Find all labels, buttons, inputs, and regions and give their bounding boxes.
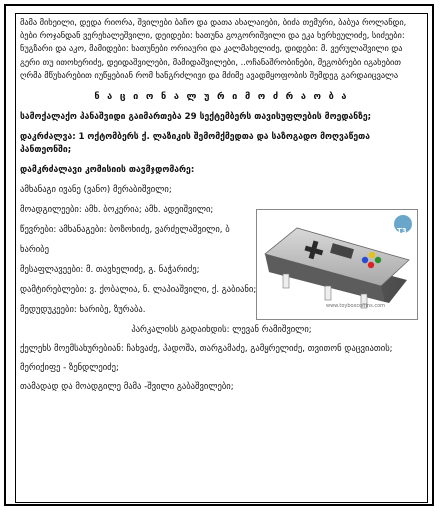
committee-label: დამკრძალავი კომისიის თავმჯდომარე: xyxy=(20,165,195,176)
mairipe-line: მერიქიფე - ზენდლეიძე; xyxy=(20,363,119,374)
burial-text: 1 ოქტომბერს ქ. ლაზიკის შემომქმედთა და საზოგადო მოღვაწეთა პანთეონში; xyxy=(20,132,371,156)
burial-label: დაკრძალვა: xyxy=(20,132,76,143)
last-line: თამადად და მოადგილე მამა -შვილი გაბაშვილები; xyxy=(20,382,234,393)
image-watermark: www.toyboxcoffins.com xyxy=(326,303,386,309)
committee-item: წევრები: ამხანაგები: ბოზოხიძე, ვარძელაშვილი, ბ xyxy=(20,225,230,236)
committee-item: ხარიბე xyxy=(20,245,49,256)
funeral-line: სამოქალაქო პანაშვიდი გაიმართება 29 სექტემბერს თავისუფლების მოედანზე; xyxy=(20,112,372,123)
intro-paragraph: მამა მიხეილი, დედა რიორა, შვილები ბაჩო და დათა ახალაიები, ბიძა თემური, ბაბუა როლანდი, ბები როჯანდან ვერეხალეშვილი, დეიდები: ხათუნა გოგორიშვილი და ეკა ხერხეულიძე, სიძეები: ნუგზარი და აკო, მამიდები: ხათუნები ორიაური და კალმახელიძე, დიდები: მ. ვერულაშვილი და გერი თუ ითოხერიძე, დეიდაშვილები, მამიდაშვილები, ..ოჩანაშრობინები, მეგობრები იგახებით ღრმა მწუხარებით იუწყებიან რომ ხანგრძლივი და მძიმე ავადმყოფობის შემდეგ გარდაიცვალა xyxy=(20,17,407,80)
t3-badge: T3 xyxy=(397,227,407,235)
movement-title: ნ ა ც ი ო ნ ა ლ უ რ ი მ ო ძ რ ა ო ბ ა xyxy=(94,91,349,103)
committee-item: მედუდუკეები: ხარიბე, ზურაბა. xyxy=(20,305,146,316)
committee-item: ამხანაგი ივანე (ვანო) მერაბიშვილი; xyxy=(20,185,172,196)
committee-item: დამტირებლები: ვ. ქობალია, ნ. ლაპიაშვილი, ქ. გაბიანი; xyxy=(20,285,257,296)
committee-item: მესაფლავეები: მ. თავხელიძე, გ. ნაჭარიძე; xyxy=(20,265,200,276)
collectors-line: ქელეხს მოემსახურებიან: ჩახვაძე, პადოშა, თარგამაძე, გამყრელიძე, თვითონ დაცვიათის; xyxy=(20,344,393,355)
committee-item: მოადგილეები: ამხ. ბოკერია; ამხ. ადეიშვილი; xyxy=(20,205,214,216)
outer-frame xyxy=(4,4,434,506)
parliament-line: პარკალისს გადაიხდის: ლევან რამიშვილი; xyxy=(131,325,312,336)
